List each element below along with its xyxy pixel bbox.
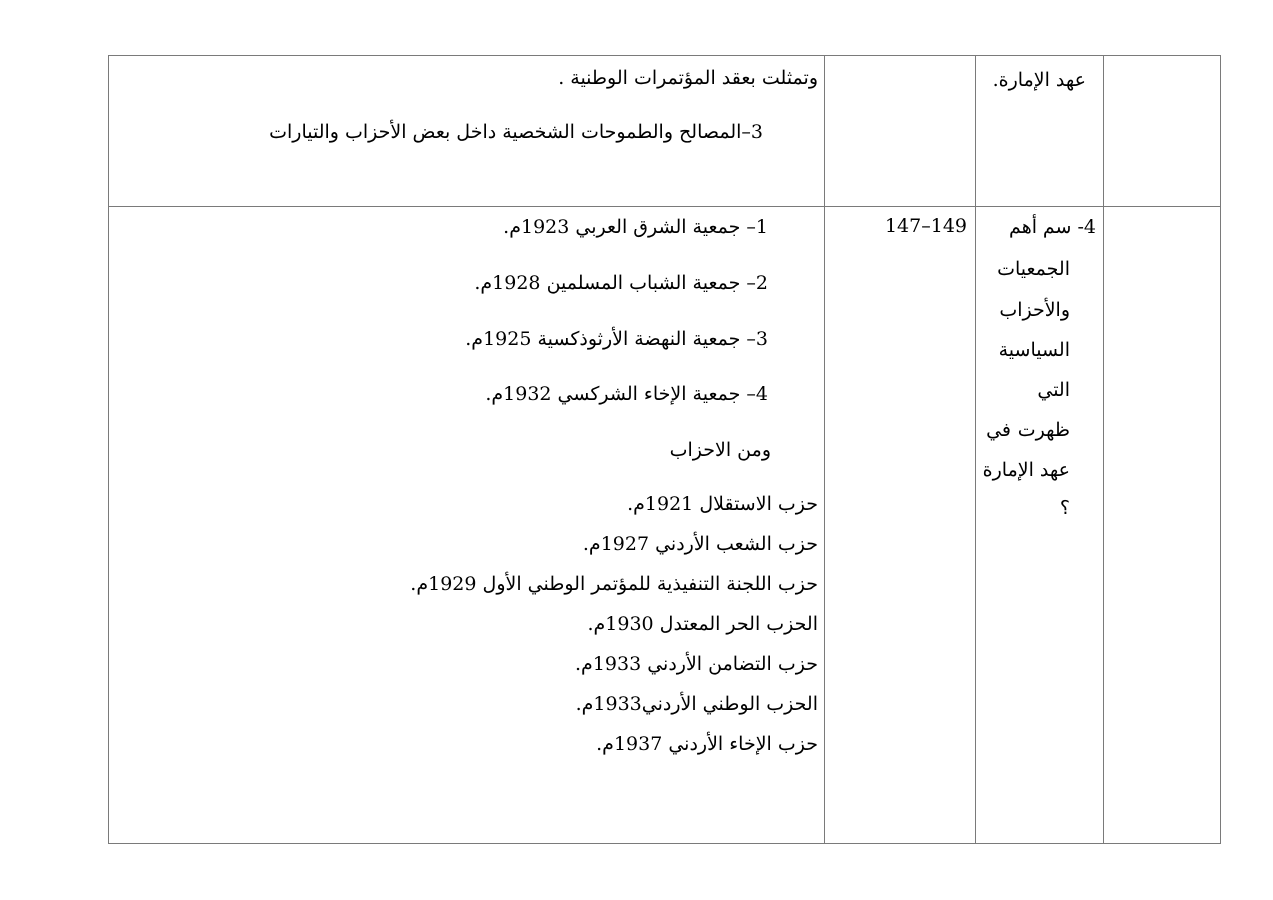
party-item: حزب الاستقلال 1921م. bbox=[627, 493, 818, 515]
party-item: حزب التضامن الأردني 1933م. bbox=[575, 653, 818, 675]
party-item: الحزب الوطني الأردني1933م. bbox=[575, 693, 818, 715]
content-line: 3–المصالح والطموحات الشخصية داخل بعض الأحزاب والتيارات bbox=[269, 121, 763, 143]
table-row-divider bbox=[108, 206, 1221, 207]
question-line: والأحزاب bbox=[999, 299, 1070, 321]
content-line: وتمثلت بعقد المؤتمرات الوطنية . bbox=[558, 67, 818, 89]
question-line: التي bbox=[1037, 379, 1070, 401]
table-border-top bbox=[108, 55, 1221, 56]
party-item: حزب الشعب الأردني 1927م. bbox=[582, 533, 818, 555]
question-line: 4- سم bbox=[1042, 216, 1096, 238]
question-line: أهم bbox=[1009, 216, 1037, 238]
question-line: في bbox=[986, 419, 1011, 441]
column-divider bbox=[975, 55, 976, 844]
question-line: عهد الإمارة bbox=[982, 459, 1070, 481]
party-item: حزب اللجنة التنفيذية للمؤتمر الوطني الأول 1929م. bbox=[410, 573, 818, 595]
party-item: حزب الإخاء الأردني 1937م. bbox=[596, 733, 818, 755]
society-item: 2– جمعية الشباب المسلمين 1928م. bbox=[474, 272, 768, 294]
society-item: 4– جمعية الإخاء الشركسي 1932م. bbox=[485, 383, 768, 405]
era-cell: عهد الإمارة. bbox=[992, 69, 1086, 91]
question-line: ؟ bbox=[1059, 497, 1070, 519]
table-border-right bbox=[1220, 55, 1221, 844]
question-line: السياسية bbox=[998, 339, 1070, 361]
table-border-left bbox=[108, 55, 109, 844]
column-divider bbox=[1103, 55, 1104, 844]
society-item: 1– جمعية الشرق العربي 1923م. bbox=[503, 216, 768, 238]
page-range: 147–149 bbox=[884, 215, 967, 237]
question-line: ظهرت bbox=[1017, 419, 1070, 441]
question-line: الجمعيات bbox=[997, 258, 1070, 280]
parties-heading: ومن الاحزاب bbox=[669, 439, 771, 461]
table-border-bottom bbox=[108, 843, 1221, 844]
column-divider bbox=[824, 55, 825, 844]
society-item: 3– جمعية النهضة الأرثوذكسية 1925م. bbox=[465, 328, 768, 350]
party-item: الحزب الحر المعتدل 1930م. bbox=[587, 613, 818, 635]
